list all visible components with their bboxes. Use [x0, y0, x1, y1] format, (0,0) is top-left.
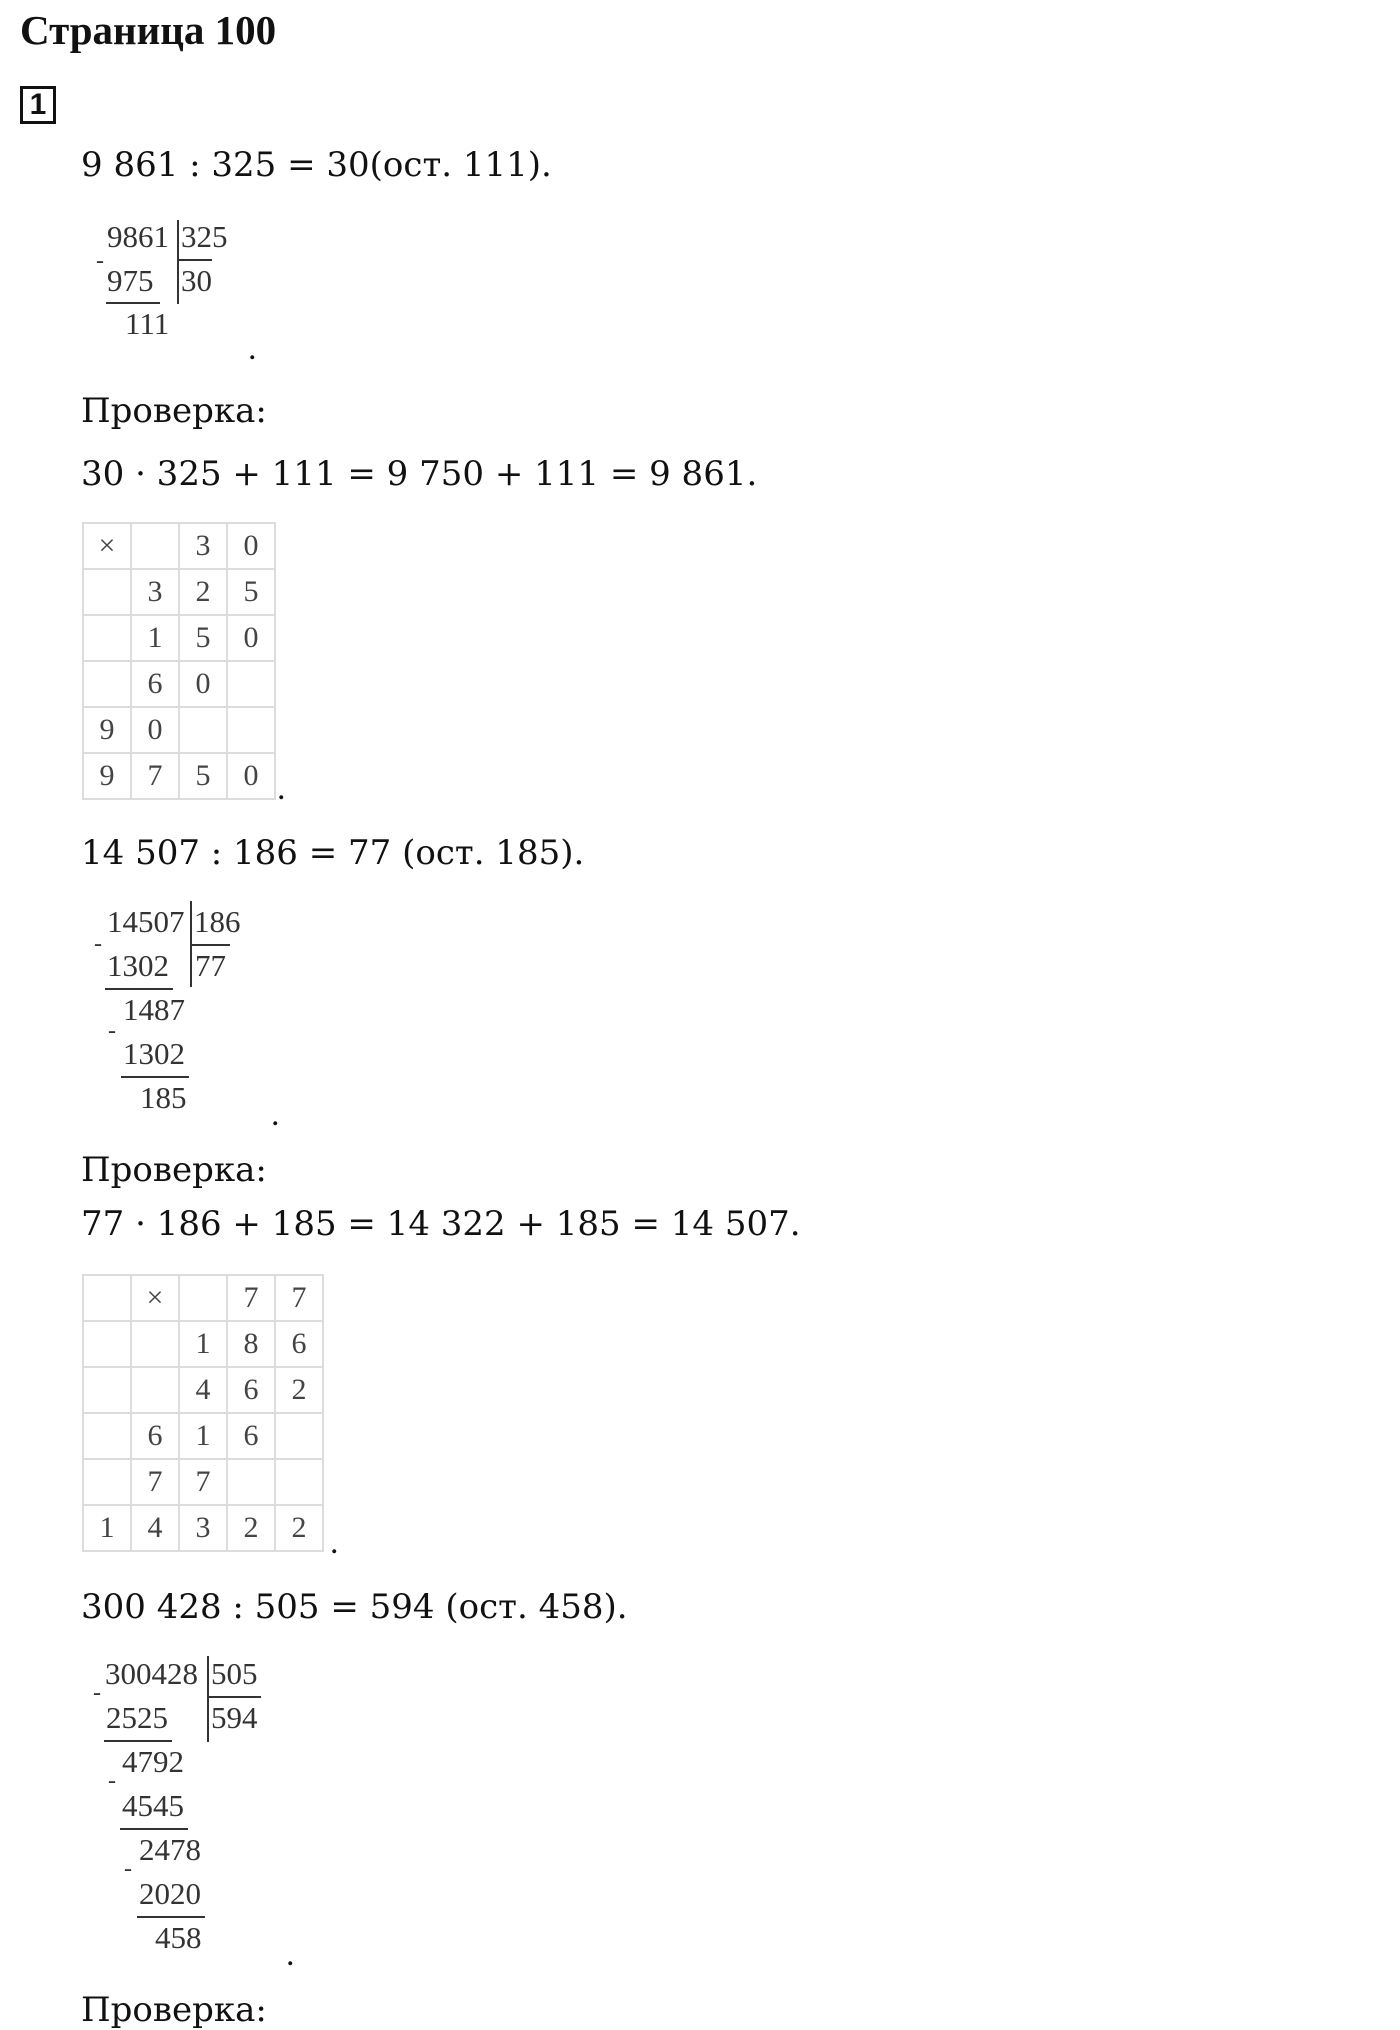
division-step: 2020: [139, 1876, 201, 1911]
grid-cell: [83, 615, 131, 661]
grid-cell: [179, 1275, 227, 1321]
dividend-1: 9861: [107, 219, 169, 254]
grid-cell: 7: [227, 1275, 275, 1321]
division-step: 2525: [106, 1700, 168, 1735]
grid-cell: 5: [227, 569, 275, 615]
division-step: 4792: [122, 1744, 184, 1779]
quotient-1: 30: [181, 263, 212, 298]
grid-cell: 6: [227, 1413, 275, 1459]
grid-row: [83, 569, 275, 615]
divisor-1: 325: [181, 219, 228, 254]
grid-cell: 3: [179, 523, 227, 569]
equation-3: 300 428 : 505 = 594 (ост. 458).: [81, 1587, 628, 1627]
grid-cell: ×: [131, 1275, 179, 1321]
grid-cell: 0: [227, 615, 275, 661]
quotient-3: 594: [211, 1700, 258, 1735]
grid-cell: [227, 707, 275, 753]
remainder-2: 185: [140, 1080, 187, 1115]
grid-row: [83, 1459, 323, 1505]
grid-cell: ×: [83, 523, 131, 569]
grid-cell: [131, 523, 179, 569]
grid-cell: 0: [227, 523, 275, 569]
grid-row: [83, 1275, 323, 1321]
grid-cell: 0: [179, 661, 227, 707]
grid-row: [83, 1321, 323, 1367]
division-step: 1302: [107, 948, 169, 983]
equation-2: 14 507 : 186 = 77 (ост. 185).: [81, 833, 585, 873]
grid-cell: 7: [275, 1275, 323, 1321]
grid-cell: [83, 661, 131, 707]
grid-cell: 6: [131, 1413, 179, 1459]
grid-cell: 7: [131, 753, 179, 799]
grid-cell: 4: [179, 1367, 227, 1413]
grid-row: [83, 523, 275, 569]
grid-cell: [275, 1413, 323, 1459]
grid-cell: 0: [227, 753, 275, 799]
grid-row: [83, 753, 275, 799]
grid-cell: [179, 707, 227, 753]
check-label-3: Проверка:: [81, 1990, 267, 2030]
grid-row: [83, 661, 275, 707]
page-title: Страница 100: [20, 7, 277, 53]
grid-row: [83, 1413, 323, 1459]
grid-cell: 6: [131, 661, 179, 707]
divisor-2: 186: [194, 904, 241, 939]
check-equation-2: 77 · 186 + 185 = 14 322 + 185 = 14 507.: [81, 1204, 801, 1244]
grid-cell: [131, 1321, 179, 1367]
grid-cell: 7: [131, 1459, 179, 1505]
grid-cell: [227, 1459, 275, 1505]
grid-row: [83, 1367, 323, 1413]
grid-row: [83, 1505, 323, 1551]
dividend-3: 300428: [105, 1656, 198, 1691]
check-label-2: Проверка:: [81, 1150, 267, 1190]
grid-cell: [83, 1367, 131, 1413]
check-equation-1: 30 · 325 + 111 = 9 750 + 111 = 9 861.: [81, 454, 758, 494]
dividend-2: 14507: [107, 904, 185, 939]
division-step: 975: [107, 263, 154, 298]
division-step: 4545: [122, 1788, 184, 1823]
grid-cell: 3: [131, 569, 179, 615]
task-number-box: 1: [20, 86, 56, 124]
equation-1: 9 861 : 325 = 30(ост. 111).: [81, 145, 552, 185]
grid-row: [83, 707, 275, 753]
grid-cell: [83, 1413, 131, 1459]
grid-cell: [227, 661, 275, 707]
division-step: 2478: [139, 1832, 201, 1867]
grid-cell: 1: [179, 1413, 227, 1459]
grid-cell: 6: [227, 1367, 275, 1413]
grid-cell: 9: [83, 753, 131, 799]
grid-row: [83, 615, 275, 661]
grid-cell: 2: [275, 1505, 323, 1551]
multiplication-grid-2: [82, 1274, 324, 1552]
grid-cell: 3: [179, 1505, 227, 1551]
grid-cell: 7: [179, 1459, 227, 1505]
grid-cell: 8: [227, 1321, 275, 1367]
grid-cell: 0: [131, 707, 179, 753]
grid-cell: 1: [179, 1321, 227, 1367]
grid-cell: [83, 569, 131, 615]
grid-cell: 5: [179, 615, 227, 661]
remainder-3: 458: [155, 1920, 202, 1955]
grid-cell: [83, 1275, 131, 1321]
grid-cell: 5: [179, 753, 227, 799]
grid-cell: [83, 1321, 131, 1367]
grid-cell: [131, 1367, 179, 1413]
grid-cell: 2: [179, 569, 227, 615]
grid-cell: 9: [83, 707, 131, 753]
grid-cell: 1: [83, 1505, 131, 1551]
grid-cell: 2: [275, 1367, 323, 1413]
quotient-2: 77: [195, 948, 226, 983]
division-step: 1487: [123, 992, 185, 1027]
check-label-1: Проверка:: [81, 391, 267, 431]
grid-cell: 6: [275, 1321, 323, 1367]
grid-cell: 4: [131, 1505, 179, 1551]
division-step: 1302: [123, 1036, 185, 1071]
grid-cell: [83, 1459, 131, 1505]
multiplication-grid-1: [82, 522, 276, 800]
remainder-1: 111: [125, 306, 170, 341]
grid-cell: [275, 1459, 323, 1505]
grid-cell: 2: [227, 1505, 275, 1551]
grid-cell: 1: [131, 615, 179, 661]
divisor-3: 505: [211, 1656, 258, 1691]
solution-page: Страница 100 1 9 861 : 325 = 30(ост. 111). 9861 325 30 - 975 111 . Проверка: 30 · 325 + 111 = 9 750 + 111 = 9 861. × 3 0 3 2 5 1 5 0 6 0 9 0 9 7 5 0 . 14 507 : 186 = 77 (ост. 185). 14507 186 77 - 1302 1487 - 1302 185 . Проверка: 77 · 186 + 185 = 14 322 + 185 = 14 507. × 7 7 1 8 6 4 6 2 6 1 6 7 7 1 4 3 2 2 . 300 428 : 505 = 594 (ост. 458). 300428 505 594 - 2525 4792 - 4545 2478 - 2020 458 . Проверка:: [20, 7, 801, 2030]
